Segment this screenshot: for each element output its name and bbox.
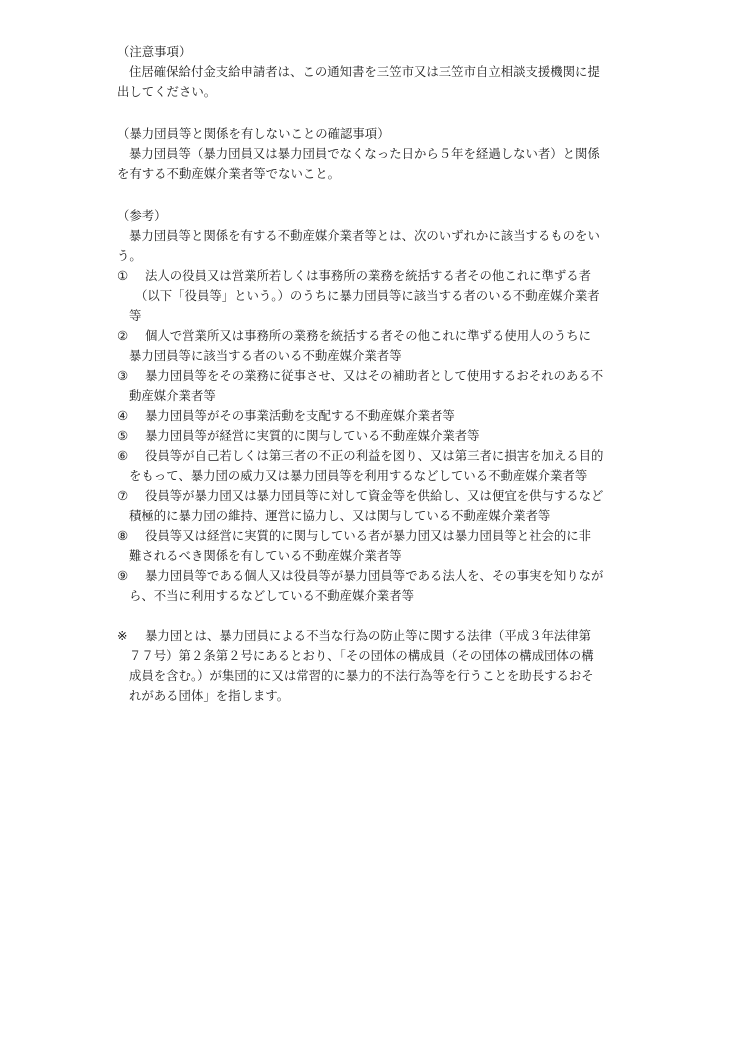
item-text: 暴力団員等が経営に実質的に関与している不動産媒介業者等 (145, 428, 480, 443)
item-text: 役員等が自己若しくは第三者の不正の利益を図り、又は第三者に損害を加える目的 (145, 448, 604, 463)
confirmation-section (117, 124, 632, 184)
confirmation-heading: （暴力団員等と関係を有しないことの確認事項） (117, 126, 390, 141)
item-marker: ⑨ (117, 568, 129, 583)
list-item (117, 366, 632, 406)
item-text: ら、不当に利用するなどしている不動産媒介業者等 (129, 588, 414, 603)
reference-section (117, 206, 632, 606)
footnote-text: 成員を含む。）が集団的に又は常習的に暴力的不法行為等を行うことを助長するおそ (129, 668, 594, 683)
confirmation-line: を有する不動産媒介業者等でないこと。 (117, 166, 341, 181)
list-item (117, 566, 632, 606)
item-text: 役員等が暴力団又は暴力団員等に対して資金等を供給し、又は便宜を供与するなど (145, 488, 604, 503)
list-item (117, 326, 632, 366)
list-item (117, 266, 632, 326)
notice-line: 住居確保給付金支給申請者は、この通知書を三笠市又は三笠市自立相談支援機関に提 (129, 64, 600, 79)
list-item (117, 526, 632, 566)
item-text: （以下「役員等」という。）のうちに暴力団員等に該当する者のいる不動産媒介業者 (135, 288, 600, 303)
item-marker: ④ (117, 408, 129, 423)
item-marker: ⑤ (117, 428, 129, 443)
item-text: 暴力団員等がその事業活動を支配する不動産媒介業者等 (145, 408, 455, 423)
item-marker: ① (117, 268, 129, 283)
notice-section (117, 42, 632, 102)
footnote-text: 暴力団とは、暴力団員による不当な行為の防止等に関する法律（平成３年法律第 (145, 628, 592, 643)
list-item (117, 446, 632, 486)
item-text: 暴力団員等に該当する者のいる不動産媒介業者等 (129, 348, 402, 363)
item-text: 動産媒介業者等 (129, 388, 216, 403)
item-text: 暴力団員等である個人又は役員等が暴力団員等である法人を、その事実を知りなが (145, 568, 604, 583)
footnote-text: れがある団体」を指します。 (129, 688, 290, 703)
footnote-marker: ※ (117, 628, 128, 643)
reference-intro-line: う。 (117, 248, 142, 263)
reference-intro-line: 暴力団員等と関係を有する不動産媒介業者等とは、次のいずれかに該当するものをい (129, 228, 600, 243)
item-marker: ⑧ (117, 528, 129, 543)
item-text: 暴力団員等をその業務に従事させ、又はその補助者として使用するおそれのある不 (145, 368, 604, 383)
list-item (117, 426, 632, 446)
footnote-text: ７７号）第２条第２号にあるとおり、「その団体の構成員（その団体の構成団体の構 (129, 648, 594, 663)
item-marker: ⑥ (117, 448, 129, 463)
item-text: 個人で営業所又は事務所の業務を統括する者その他これに準ずる使用人のうちに (145, 328, 592, 343)
notice-line: 出してください。 (117, 84, 217, 99)
item-text: 法人の役員又は営業所若しくは事務所の業務を統括する者その他これに準ずる者 (145, 268, 592, 283)
list-item (117, 406, 632, 426)
notice-heading: （注意事項） (117, 44, 192, 59)
confirmation-line: 暴力団員等（暴力団員又は暴力団員でなくなった日から５年を経過しない者）と関係 (129, 146, 600, 161)
footnote-section (117, 626, 632, 706)
item-text: をもって、暴力団の威力又は暴力団員等を利用するなどしている不動産媒介業者等 (129, 468, 588, 483)
item-text: 役員等又は経営に実質的に関与している者が暴力団又は暴力団員等と社会的に非 (145, 528, 592, 543)
item-marker: ③ (117, 368, 129, 383)
item-marker: ② (117, 328, 129, 343)
list-item (117, 486, 632, 526)
item-text: 難されるべき関係を有している不動産媒介業者等 (129, 548, 402, 563)
reference-heading: （参考） (117, 208, 167, 223)
item-text: 積極的に暴力団の維持、運営に協力し、又は関与している不動産媒介業者等 (129, 508, 551, 523)
item-marker: ⑦ (117, 488, 129, 503)
item-text: 等 (129, 308, 142, 323)
